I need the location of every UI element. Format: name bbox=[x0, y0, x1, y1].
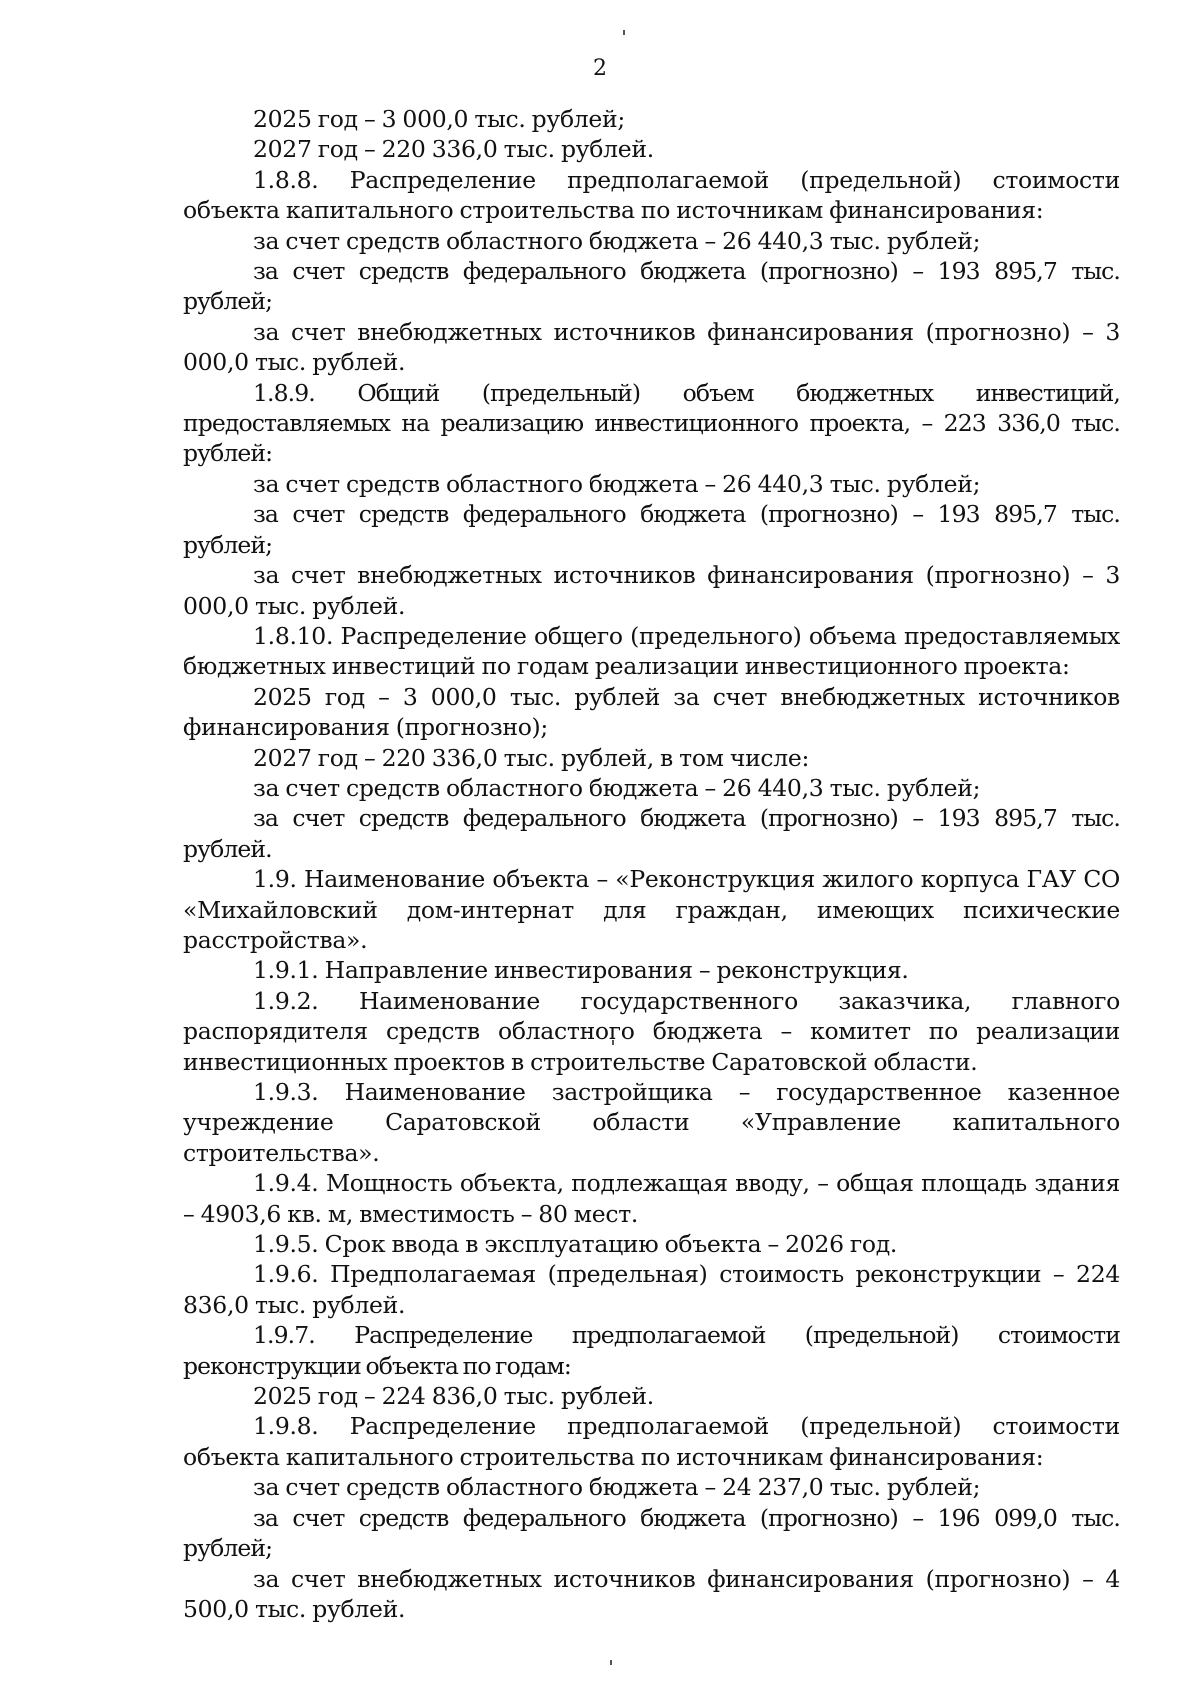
paragraph: 1.9.8. Распределение предполагаемой (предельной) стоимости объекта капитального строительства по источникам финансирования: bbox=[183, 1412, 1120, 1471]
paragraph: 1.9.5. Срок ввода в эксплуатацию объекта – 2026 год. bbox=[253, 1230, 898, 1259]
paragraph: 2027 год – 220 336,0 тыс. рублей. bbox=[253, 135, 654, 164]
paragraph: 1.9.4. Мощность объекта, подлежащая вводу, – общая площадь здания – 4903,6 кв. м, вместимость – 80 мест. bbox=[183, 1169, 1120, 1228]
paragraph: 1.9.7. Распределение предполагаемой (предельной) стоимости реконструкции объекта по годам: bbox=[183, 1321, 1120, 1380]
paragraph: за счет средств федерального бюджета (прогнозно) – 193 895,7 тыс. рублей. bbox=[183, 804, 1120, 863]
paragraph: 1.9.1. Направление инвестирования – реконструкция. bbox=[253, 956, 909, 985]
paragraph: за счет средств федерального бюджета (прогнозно) – 193 895,7 тыс. рублей; bbox=[183, 500, 1120, 559]
page-number: 2 bbox=[593, 56, 607, 81]
paragraph: за счет средств федерального бюджета (прогнозно) – 196 099,0 тыс. рублей; bbox=[183, 1503, 1120, 1563]
scan-speck bbox=[610, 1660, 612, 1665]
paragraph: 2025 год – 3 000,0 тыс. рублей; bbox=[253, 105, 626, 133]
paragraph: за счет средств федерального бюджета (прогнозно) – 193 895,7 тыс. рублей; bbox=[183, 257, 1120, 316]
paragraph: 1.9.3. Наименование застройщика – государственное казенное учреждение Саратовской области «Управление капитального строительства». bbox=[183, 1078, 1120, 1167]
paragraph: 1.8.9. Общий (предельный) объем бюджетных инвестиций, предоставляемых на реализацию инвестиционного проекта, – 223 336,0 тыс. рублей: bbox=[183, 378, 1120, 468]
paragraph: за счет средств областного бюджета – 26 440,3 тыс. рублей; bbox=[253, 226, 981, 255]
paragraph: за счет внебюджетных источников финансирования (прогнозно) – 3 000,0 тыс. рублей. bbox=[183, 317, 1120, 377]
paragraph: 1.8.8. Распределение предполагаемой (предельной) стоимости объекта капитального строительства по источникам финансирования: bbox=[183, 165, 1120, 225]
paragraph: 2025 год – 3 000,0 тыс. рублей за счет внебюджетных источников финансирования (прогнозно); bbox=[183, 682, 1120, 742]
paragraph: 1.9.6. Предполагаемая (предельная) стоимость реконструкции – 224 836,0 тыс. рублей. bbox=[183, 1260, 1120, 1319]
paragraph: за счет внебюджетных источников финансирования (прогнозно) – 4 500,0 тыс. рублей. bbox=[183, 1564, 1120, 1623]
paragraph: за счет средств областного бюджета – 26 440,3 тыс. рублей; bbox=[253, 773, 981, 802]
paragraph: 2025 год – 224 836,0 тыс. рублей. bbox=[253, 1382, 654, 1411]
paragraph: за счет средств областного бюджета – 24 237,0 тыс. рублей; bbox=[253, 1473, 981, 1502]
paragraph: 1.8.10. Распределение общего (предельного) объема предоставляемых бюджетных инвестиций по годам реализации инвестиционного проекта: bbox=[183, 621, 1120, 681]
document-body bbox=[183, 104, 1120, 1624]
paragraph: 2027 год – 220 336,0 тыс. рублей, в том числе: bbox=[253, 743, 810, 772]
scan-speck bbox=[623, 30, 625, 35]
paragraph: 1.9. Наименование объекта – «Реконструкция жилого корпуса ГАУ СО «Михайловский дом-интернат для граждан, имеющих психические расстройства». bbox=[183, 865, 1120, 954]
paragraph: 1.9.2. Наименование государственного заказчика, главного распорядителя средств областного бюджета – комитет по реализации инвестиционных проектов в строительстве Саратовской области. bbox=[183, 986, 1120, 1076]
paragraph: за счет средств областного бюджета – 26 440,3 тыс. рублей; bbox=[253, 469, 981, 498]
paragraph: за счет внебюджетных источников финансирования (прогнозно) – 3 000,0 тыс. рублей. bbox=[183, 561, 1120, 620]
